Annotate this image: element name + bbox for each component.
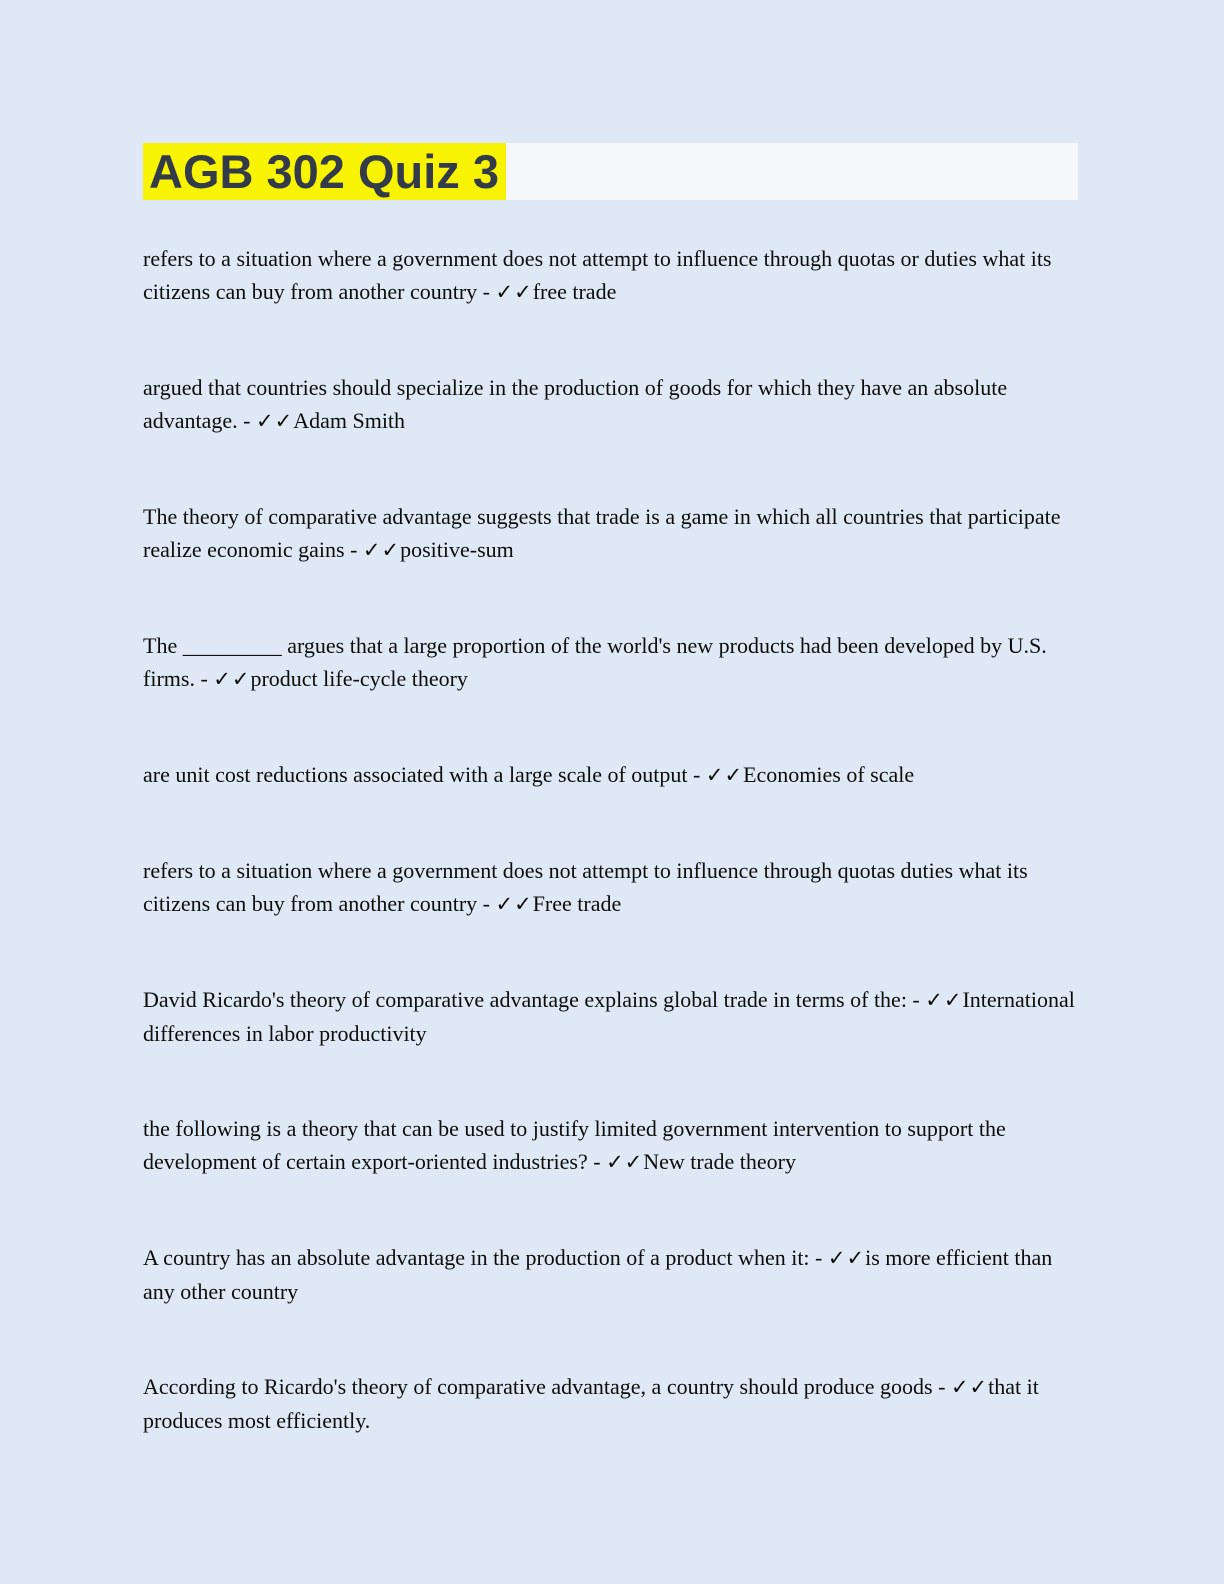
- question-text: refers to a situation where a government does not attempt to influence through quotas or duties what its citizens can buy from another country -: [143, 246, 1052, 304]
- answer-checkmarks-icon: ✓✓: [950, 1375, 989, 1399]
- answer-checkmarks-icon: ✓✓: [213, 667, 251, 691]
- answer-text: positive-sum: [400, 537, 514, 562]
- answer-checkmarks-icon: ✓✓: [606, 1150, 644, 1174]
- title-highlight: AGB 302 Quiz 3: [143, 143, 506, 200]
- answer-checkmarks-icon: ✓✓: [495, 280, 533, 304]
- answer-text: that it produces most efficiently.: [143, 1374, 1039, 1433]
- answer-checkmarks-icon: ✓✓: [827, 1246, 866, 1270]
- qa-item: [143, 854, 1078, 921]
- question-text: The _________ argues that a large proportion of the world's new products had been developed by U.S. firms. -: [143, 633, 1047, 691]
- answer-text: Economies of scale: [743, 762, 915, 787]
- question-text: are unit cost reductions associated with a large scale of output -: [143, 762, 706, 787]
- question-text: A country has an absolute advantage in the production of a product when it: -: [143, 1245, 828, 1270]
- qa-item: [143, 983, 1078, 1050]
- question-text: According to Ricardo's theory of comparative advantage, a country should produce goods -: [143, 1374, 951, 1399]
- answer-text: Adam Smith: [293, 408, 406, 433]
- question-text: David Ricardo's theory of comparative advantage explains global trade in terms of the: -: [143, 987, 926, 1012]
- qa-item: [143, 1370, 1078, 1437]
- answer-checkmarks-icon: ✓✓: [925, 988, 963, 1012]
- answer-checkmarks-icon: ✓✓: [256, 409, 294, 433]
- answer-text: is more efficient than any other country: [143, 1245, 1053, 1304]
- qa-item: [143, 758, 1078, 792]
- page-title: [143, 143, 506, 200]
- question-text: refers to a situation where a government does not attempt to influence through quotas duties what its citizens can buy from another country -: [143, 858, 1028, 916]
- answer-text: free trade: [532, 279, 617, 304]
- answer-text: Free trade: [532, 891, 622, 916]
- answer-checkmarks-icon: ✓✓: [495, 892, 533, 916]
- qa-item: [143, 1112, 1078, 1179]
- qa-item: [143, 242, 1078, 309]
- question-text: argued that countries should specialize in the production of goods for which they have an absolute advantage. -: [143, 375, 1008, 433]
- qa-item: [143, 371, 1078, 438]
- answer-text: International differences in labor productivity: [143, 987, 1075, 1046]
- answer-text: product life-cycle theory: [250, 666, 468, 691]
- qa-item: [143, 629, 1078, 696]
- qa-list: [143, 242, 1078, 1437]
- answer-checkmarks-icon: ✓✓: [362, 538, 401, 562]
- title-bar: [143, 143, 1078, 200]
- question-text: the following is a theory that can be used to justify limited government intervention to support the development of certain export-oriented industries? -: [143, 1116, 1006, 1174]
- answer-checkmarks-icon: ✓✓: [705, 763, 744, 787]
- qa-item: [143, 1241, 1078, 1308]
- question-text: The theory of comparative advantage suggests that trade is a game in which all countries that participate realize economic gains -: [143, 504, 1061, 562]
- qa-item: [143, 500, 1078, 567]
- answer-text: New trade theory: [643, 1149, 796, 1174]
